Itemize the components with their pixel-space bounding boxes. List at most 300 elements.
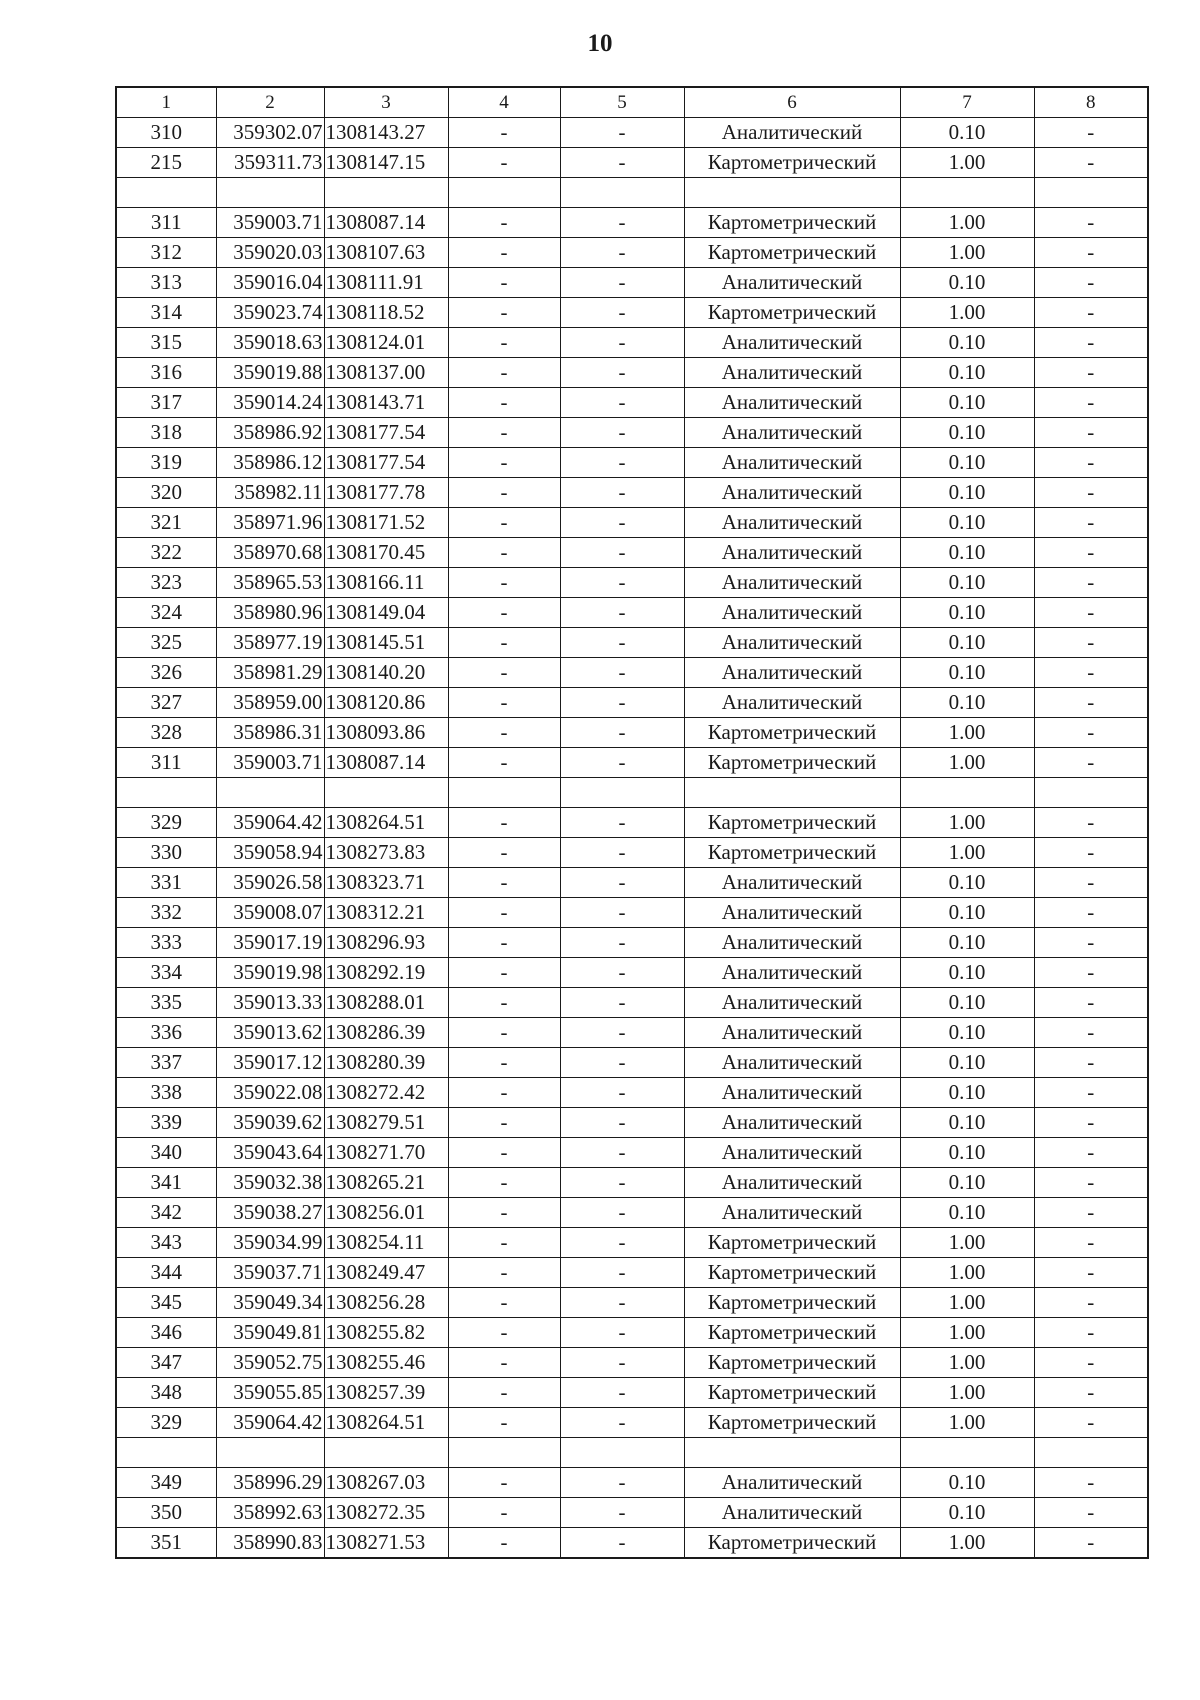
col4-cell: - bbox=[448, 118, 560, 148]
table-row bbox=[116, 1018, 1148, 1048]
accuracy-cell: 0.10 bbox=[900, 418, 1034, 448]
col4-cell: - bbox=[448, 1288, 560, 1318]
col5-cell: - bbox=[560, 148, 684, 178]
table-row bbox=[116, 358, 1148, 388]
y-coordinate-cell: 1308170.45 bbox=[324, 538, 448, 568]
col8-cell: - bbox=[1034, 838, 1148, 868]
accuracy-cell: 1.00 bbox=[900, 1258, 1034, 1288]
x-coordinate-cell: 359017.19 bbox=[216, 928, 324, 958]
col8-cell: - bbox=[1034, 1138, 1148, 1168]
x-coordinate-cell: 358982.11 bbox=[216, 478, 324, 508]
y-coordinate-cell: 1308177.54 bbox=[324, 448, 448, 478]
table-row bbox=[116, 688, 1148, 718]
col4-cell: - bbox=[448, 1198, 560, 1228]
column-header: 7 bbox=[900, 87, 1034, 118]
point-number-cell: 351 bbox=[116, 1528, 216, 1559]
col8-cell: - bbox=[1034, 1018, 1148, 1048]
x-coordinate-cell: 358992.63 bbox=[216, 1498, 324, 1528]
accuracy-cell: 0.10 bbox=[900, 328, 1034, 358]
accuracy-cell: 1.00 bbox=[900, 1528, 1034, 1559]
point-number-cell: 340 bbox=[116, 1138, 216, 1168]
table-body bbox=[116, 87, 1148, 1558]
col5-cell: - bbox=[560, 1198, 684, 1228]
col8-cell: - bbox=[1034, 988, 1148, 1018]
table-row bbox=[116, 1408, 1148, 1438]
accuracy-cell: 0.10 bbox=[900, 508, 1034, 538]
col4-cell: - bbox=[448, 418, 560, 448]
accuracy-cell: 1.00 bbox=[900, 208, 1034, 238]
table-row bbox=[116, 328, 1148, 358]
point-number-cell bbox=[116, 178, 216, 208]
col4-cell: - bbox=[448, 208, 560, 238]
method-cell: Аналитический bbox=[684, 868, 900, 898]
x-coordinate-cell: 359013.62 bbox=[216, 1018, 324, 1048]
method-cell: Аналитический bbox=[684, 118, 900, 148]
col5-cell: - bbox=[560, 1258, 684, 1288]
point-number-cell: 337 bbox=[116, 1048, 216, 1078]
x-coordinate-cell: 358980.96 bbox=[216, 598, 324, 628]
method-cell: Аналитический bbox=[684, 1048, 900, 1078]
point-number-cell: 332 bbox=[116, 898, 216, 928]
accuracy-cell: 0.10 bbox=[900, 1198, 1034, 1228]
table-row bbox=[116, 148, 1148, 178]
col5-cell bbox=[560, 178, 684, 208]
method-cell: Аналитический bbox=[684, 628, 900, 658]
point-number-cell: 327 bbox=[116, 688, 216, 718]
table-row bbox=[116, 1378, 1148, 1408]
method-cell: Аналитический bbox=[684, 268, 900, 298]
accuracy-cell: 0.10 bbox=[900, 1138, 1034, 1168]
table-row bbox=[116, 868, 1148, 898]
col4-cell: - bbox=[448, 898, 560, 928]
y-coordinate-cell: 1308296.93 bbox=[324, 928, 448, 958]
col8-cell: - bbox=[1034, 148, 1148, 178]
col8-cell: - bbox=[1034, 1348, 1148, 1378]
method-cell: Аналитический bbox=[684, 988, 900, 1018]
col5-cell: - bbox=[560, 538, 684, 568]
col5-cell: - bbox=[560, 1528, 684, 1559]
y-coordinate-cell: 1308255.82 bbox=[324, 1318, 448, 1348]
point-number-cell: 215 bbox=[116, 148, 216, 178]
col5-cell: - bbox=[560, 628, 684, 658]
point-number-cell: 341 bbox=[116, 1168, 216, 1198]
table-row bbox=[116, 838, 1148, 868]
col4-cell: - bbox=[448, 1258, 560, 1288]
method-cell: Аналитический bbox=[684, 478, 900, 508]
col8-cell: - bbox=[1034, 1318, 1148, 1348]
x-coordinate-cell: 359302.07 bbox=[216, 118, 324, 148]
method-cell: Аналитический bbox=[684, 508, 900, 538]
accuracy-cell: 1.00 bbox=[900, 1408, 1034, 1438]
col4-cell: - bbox=[448, 658, 560, 688]
col4-cell: - bbox=[448, 478, 560, 508]
col8-cell: - bbox=[1034, 898, 1148, 928]
point-number-cell: 344 bbox=[116, 1258, 216, 1288]
method-cell: Картометрический bbox=[684, 1378, 900, 1408]
y-coordinate-cell: 1308107.63 bbox=[324, 238, 448, 268]
x-coordinate-cell: 359049.34 bbox=[216, 1288, 324, 1318]
table-row bbox=[116, 1078, 1148, 1108]
accuracy-cell: 0.10 bbox=[900, 1018, 1034, 1048]
y-coordinate-cell: 1308271.70 bbox=[324, 1138, 448, 1168]
x-coordinate-cell: 359037.71 bbox=[216, 1258, 324, 1288]
accuracy-cell: 0.10 bbox=[900, 568, 1034, 598]
x-coordinate-cell: 358986.31 bbox=[216, 718, 324, 748]
point-number-cell: 342 bbox=[116, 1198, 216, 1228]
accuracy-cell bbox=[900, 778, 1034, 808]
point-number-cell: 325 bbox=[116, 628, 216, 658]
point-number-cell bbox=[116, 1438, 216, 1468]
point-number-cell: 314 bbox=[116, 298, 216, 328]
method-cell: Аналитический bbox=[684, 358, 900, 388]
x-coordinate-cell: 359023.74 bbox=[216, 298, 324, 328]
point-number-cell: 320 bbox=[116, 478, 216, 508]
col4-cell: - bbox=[448, 688, 560, 718]
y-coordinate-cell: 1308143.27 bbox=[324, 118, 448, 148]
x-coordinate-cell: 359018.63 bbox=[216, 328, 324, 358]
col8-cell: - bbox=[1034, 418, 1148, 448]
x-coordinate-cell: 359014.24 bbox=[216, 388, 324, 418]
table-row bbox=[116, 1438, 1148, 1468]
y-coordinate-cell: 1308147.15 bbox=[324, 148, 448, 178]
table-row bbox=[116, 658, 1148, 688]
col4-cell: - bbox=[448, 1168, 560, 1198]
accuracy-cell: 1.00 bbox=[900, 238, 1034, 268]
col5-cell: - bbox=[560, 1228, 684, 1258]
method-cell: Картометрический bbox=[684, 1408, 900, 1438]
y-coordinate-cell: 1308265.21 bbox=[324, 1168, 448, 1198]
method-cell: Аналитический bbox=[684, 958, 900, 988]
x-coordinate-cell: 359019.88 bbox=[216, 358, 324, 388]
method-cell: Аналитический bbox=[684, 1138, 900, 1168]
method-cell: Аналитический bbox=[684, 568, 900, 598]
col5-cell: - bbox=[560, 1318, 684, 1348]
col8-cell: - bbox=[1034, 868, 1148, 898]
y-coordinate-cell: 1308171.52 bbox=[324, 508, 448, 538]
col4-cell bbox=[448, 178, 560, 208]
y-coordinate-cell: 1308143.71 bbox=[324, 388, 448, 418]
col8-cell: - bbox=[1034, 388, 1148, 418]
accuracy-cell: 1.00 bbox=[900, 808, 1034, 838]
col4-cell: - bbox=[448, 868, 560, 898]
col5-cell bbox=[560, 1438, 684, 1468]
point-number-cell: 339 bbox=[116, 1108, 216, 1138]
y-coordinate-cell: 1308288.01 bbox=[324, 988, 448, 1018]
x-coordinate-cell: 358990.83 bbox=[216, 1528, 324, 1559]
x-coordinate-cell: 359043.64 bbox=[216, 1138, 324, 1168]
point-number-cell: 331 bbox=[116, 868, 216, 898]
x-coordinate-cell: 359017.12 bbox=[216, 1048, 324, 1078]
table-row bbox=[116, 778, 1148, 808]
accuracy-cell: 1.00 bbox=[900, 1228, 1034, 1258]
table-row bbox=[116, 478, 1148, 508]
x-coordinate-cell: 358959.00 bbox=[216, 688, 324, 718]
method-cell: Картометрический bbox=[684, 718, 900, 748]
point-number-cell: 312 bbox=[116, 238, 216, 268]
col8-cell: - bbox=[1034, 268, 1148, 298]
col5-cell: - bbox=[560, 1498, 684, 1528]
x-coordinate-cell bbox=[216, 778, 324, 808]
method-cell: Аналитический bbox=[684, 448, 900, 478]
accuracy-cell: 0.10 bbox=[900, 538, 1034, 568]
col4-cell: - bbox=[448, 1108, 560, 1138]
col5-cell: - bbox=[560, 988, 684, 1018]
table-row bbox=[116, 598, 1148, 628]
table-row bbox=[116, 1288, 1148, 1318]
x-coordinate-cell: 358977.19 bbox=[216, 628, 324, 658]
x-coordinate-cell: 358971.96 bbox=[216, 508, 324, 538]
col8-cell bbox=[1034, 1438, 1148, 1468]
col8-cell: - bbox=[1034, 298, 1148, 328]
y-coordinate-cell: 1308271.53 bbox=[324, 1528, 448, 1559]
method-cell: Аналитический bbox=[684, 928, 900, 958]
point-number-cell: 343 bbox=[116, 1228, 216, 1258]
col5-cell: - bbox=[560, 358, 684, 388]
accuracy-cell: 0.10 bbox=[900, 928, 1034, 958]
table-row bbox=[116, 208, 1148, 238]
accuracy-cell: 0.10 bbox=[900, 958, 1034, 988]
point-number-cell: 329 bbox=[116, 808, 216, 838]
y-coordinate-cell: 1308286.39 bbox=[324, 1018, 448, 1048]
point-number-cell: 334 bbox=[116, 958, 216, 988]
y-coordinate-cell: 1308149.04 bbox=[324, 598, 448, 628]
col8-cell: - bbox=[1034, 1258, 1148, 1288]
col5-cell: - bbox=[560, 718, 684, 748]
col4-cell: - bbox=[448, 328, 560, 358]
col5-cell: - bbox=[560, 1048, 684, 1078]
col4-cell bbox=[448, 778, 560, 808]
x-coordinate-cell: 359055.85 bbox=[216, 1378, 324, 1408]
x-coordinate-cell: 358996.29 bbox=[216, 1468, 324, 1498]
point-number-cell: 315 bbox=[116, 328, 216, 358]
col4-cell: - bbox=[448, 268, 560, 298]
y-coordinate-cell: 1308093.86 bbox=[324, 718, 448, 748]
y-coordinate-cell: 1308177.54 bbox=[324, 418, 448, 448]
x-coordinate-cell: 359019.98 bbox=[216, 958, 324, 988]
column-header: 8 bbox=[1034, 87, 1148, 118]
accuracy-cell: 0.10 bbox=[900, 268, 1034, 298]
col5-cell: - bbox=[560, 208, 684, 238]
accuracy-cell: 0.10 bbox=[900, 1468, 1034, 1498]
col4-cell: - bbox=[448, 628, 560, 658]
column-header: 3 bbox=[324, 87, 448, 118]
col8-cell: - bbox=[1034, 1498, 1148, 1528]
col4-cell: - bbox=[448, 718, 560, 748]
y-coordinate-cell: 1308256.01 bbox=[324, 1198, 448, 1228]
method-cell bbox=[684, 178, 900, 208]
col4-cell: - bbox=[448, 1408, 560, 1438]
x-coordinate-cell bbox=[216, 178, 324, 208]
method-cell: Картометрический bbox=[684, 1228, 900, 1258]
table-row bbox=[116, 178, 1148, 208]
col8-cell: - bbox=[1034, 628, 1148, 658]
point-number-cell: 324 bbox=[116, 598, 216, 628]
y-coordinate-cell: 1308272.42 bbox=[324, 1078, 448, 1108]
table-row bbox=[116, 1168, 1148, 1198]
y-coordinate-cell: 1308292.19 bbox=[324, 958, 448, 988]
accuracy-cell bbox=[900, 178, 1034, 208]
col8-cell: - bbox=[1034, 1198, 1148, 1228]
col8-cell: - bbox=[1034, 1168, 1148, 1198]
table-row bbox=[116, 298, 1148, 328]
accuracy-cell: 0.10 bbox=[900, 898, 1034, 928]
x-coordinate-cell: 359013.33 bbox=[216, 988, 324, 1018]
col4-cell: - bbox=[448, 808, 560, 838]
table-row bbox=[116, 988, 1148, 1018]
col5-cell: - bbox=[560, 268, 684, 298]
y-coordinate-cell: 1308177.78 bbox=[324, 478, 448, 508]
x-coordinate-cell: 359311.73 bbox=[216, 148, 324, 178]
col4-cell: - bbox=[448, 388, 560, 418]
col5-cell: - bbox=[560, 1378, 684, 1408]
col5-cell: - bbox=[560, 238, 684, 268]
y-coordinate-cell: 1308264.51 bbox=[324, 808, 448, 838]
x-coordinate-cell: 358986.12 bbox=[216, 448, 324, 478]
x-coordinate-cell: 359003.71 bbox=[216, 748, 324, 778]
method-cell: Картометрический bbox=[684, 838, 900, 868]
y-coordinate-cell: 1308267.03 bbox=[324, 1468, 448, 1498]
table-row bbox=[116, 628, 1148, 658]
table-row bbox=[116, 1228, 1148, 1258]
col8-cell: - bbox=[1034, 1228, 1148, 1258]
table-row bbox=[116, 118, 1148, 148]
accuracy-cell bbox=[900, 1438, 1034, 1468]
method-cell: Картометрический bbox=[684, 208, 900, 238]
method-cell: Картометрический bbox=[684, 1318, 900, 1348]
method-cell: Аналитический bbox=[684, 388, 900, 418]
accuracy-cell: 0.10 bbox=[900, 1498, 1034, 1528]
point-number-cell: 316 bbox=[116, 358, 216, 388]
table-row bbox=[116, 958, 1148, 988]
method-cell: Аналитический bbox=[684, 1468, 900, 1498]
table-row bbox=[116, 928, 1148, 958]
point-number-cell: 350 bbox=[116, 1498, 216, 1528]
col8-cell: - bbox=[1034, 1108, 1148, 1138]
column-header: 5 bbox=[560, 87, 684, 118]
column-header: 6 bbox=[684, 87, 900, 118]
table-row bbox=[116, 1468, 1148, 1498]
point-number-cell: 328 bbox=[116, 718, 216, 748]
point-number-cell: 333 bbox=[116, 928, 216, 958]
col8-cell: - bbox=[1034, 238, 1148, 268]
x-coordinate-cell: 359016.04 bbox=[216, 268, 324, 298]
x-coordinate-cell: 359049.81 bbox=[216, 1318, 324, 1348]
method-cell: Картометрический bbox=[684, 298, 900, 328]
accuracy-cell: 1.00 bbox=[900, 148, 1034, 178]
coordinates-table bbox=[115, 86, 1149, 1559]
table-row bbox=[116, 1108, 1148, 1138]
accuracy-cell: 0.10 bbox=[900, 478, 1034, 508]
method-cell: Аналитический bbox=[684, 328, 900, 358]
col8-cell: - bbox=[1034, 958, 1148, 988]
col4-cell: - bbox=[448, 1078, 560, 1108]
col4-cell: - bbox=[448, 238, 560, 268]
method-cell: Аналитический bbox=[684, 1198, 900, 1228]
col8-cell: - bbox=[1034, 748, 1148, 778]
col5-cell: - bbox=[560, 568, 684, 598]
col8-cell: - bbox=[1034, 718, 1148, 748]
y-coordinate-cell: 1308140.20 bbox=[324, 658, 448, 688]
table-row bbox=[116, 268, 1148, 298]
point-number-cell: 322 bbox=[116, 538, 216, 568]
col4-cell: - bbox=[448, 838, 560, 868]
accuracy-cell: 0.10 bbox=[900, 868, 1034, 898]
x-coordinate-cell: 359003.71 bbox=[216, 208, 324, 238]
col4-cell: - bbox=[448, 1468, 560, 1498]
col5-cell: - bbox=[560, 298, 684, 328]
x-coordinate-cell: 358965.53 bbox=[216, 568, 324, 598]
col8-cell: - bbox=[1034, 538, 1148, 568]
point-number-cell: 335 bbox=[116, 988, 216, 1018]
y-coordinate-cell: 1308323.71 bbox=[324, 868, 448, 898]
col4-cell: - bbox=[448, 538, 560, 568]
x-coordinate-cell: 359064.42 bbox=[216, 1408, 324, 1438]
table-row bbox=[116, 1258, 1148, 1288]
col8-cell: - bbox=[1034, 598, 1148, 628]
col5-cell: - bbox=[560, 1348, 684, 1378]
col4-cell: - bbox=[448, 1018, 560, 1048]
y-coordinate-cell: 1308272.35 bbox=[324, 1498, 448, 1528]
point-number-cell: 318 bbox=[116, 418, 216, 448]
col5-cell: - bbox=[560, 1468, 684, 1498]
accuracy-cell: 1.00 bbox=[900, 1318, 1034, 1348]
col4-cell: - bbox=[448, 1348, 560, 1378]
x-coordinate-cell: 359052.75 bbox=[216, 1348, 324, 1378]
table-row bbox=[116, 418, 1148, 448]
method-cell: Аналитический bbox=[684, 418, 900, 448]
col5-cell: - bbox=[560, 1018, 684, 1048]
point-number-cell: 311 bbox=[116, 748, 216, 778]
accuracy-cell: 1.00 bbox=[900, 1378, 1034, 1408]
point-number-cell: 346 bbox=[116, 1318, 216, 1348]
col4-cell: - bbox=[448, 1138, 560, 1168]
table-row bbox=[116, 1048, 1148, 1078]
point-number-cell: 338 bbox=[116, 1078, 216, 1108]
col5-cell: - bbox=[560, 958, 684, 988]
method-cell bbox=[684, 778, 900, 808]
y-coordinate-cell: 1308279.51 bbox=[324, 1108, 448, 1138]
table-row bbox=[116, 1198, 1148, 1228]
col5-cell: - bbox=[560, 808, 684, 838]
accuracy-cell: 0.10 bbox=[900, 628, 1034, 658]
x-coordinate-cell: 359026.58 bbox=[216, 868, 324, 898]
col5-cell: - bbox=[560, 658, 684, 688]
x-coordinate-cell: 359058.94 bbox=[216, 838, 324, 868]
col5-cell: - bbox=[560, 1078, 684, 1108]
col8-cell: - bbox=[1034, 568, 1148, 598]
col8-cell: - bbox=[1034, 1408, 1148, 1438]
x-coordinate-cell: 359038.27 bbox=[216, 1198, 324, 1228]
col8-cell: - bbox=[1034, 208, 1148, 238]
method-cell: Аналитический bbox=[684, 538, 900, 568]
x-coordinate-cell: 358986.92 bbox=[216, 418, 324, 448]
col4-cell: - bbox=[448, 1528, 560, 1559]
point-number-cell: 347 bbox=[116, 1348, 216, 1378]
table-row bbox=[116, 388, 1148, 418]
x-coordinate-cell bbox=[216, 1438, 324, 1468]
y-coordinate-cell: 1308124.01 bbox=[324, 328, 448, 358]
y-coordinate-cell: 1308264.51 bbox=[324, 1408, 448, 1438]
col8-cell: - bbox=[1034, 118, 1148, 148]
method-cell: Аналитический bbox=[684, 1498, 900, 1528]
y-coordinate-cell: 1308111.91 bbox=[324, 268, 448, 298]
method-cell: Аналитический bbox=[684, 1168, 900, 1198]
accuracy-cell: 1.00 bbox=[900, 838, 1034, 868]
column-header: 4 bbox=[448, 87, 560, 118]
col5-cell: - bbox=[560, 928, 684, 958]
accuracy-cell: 1.00 bbox=[900, 748, 1034, 778]
col8-cell: - bbox=[1034, 478, 1148, 508]
